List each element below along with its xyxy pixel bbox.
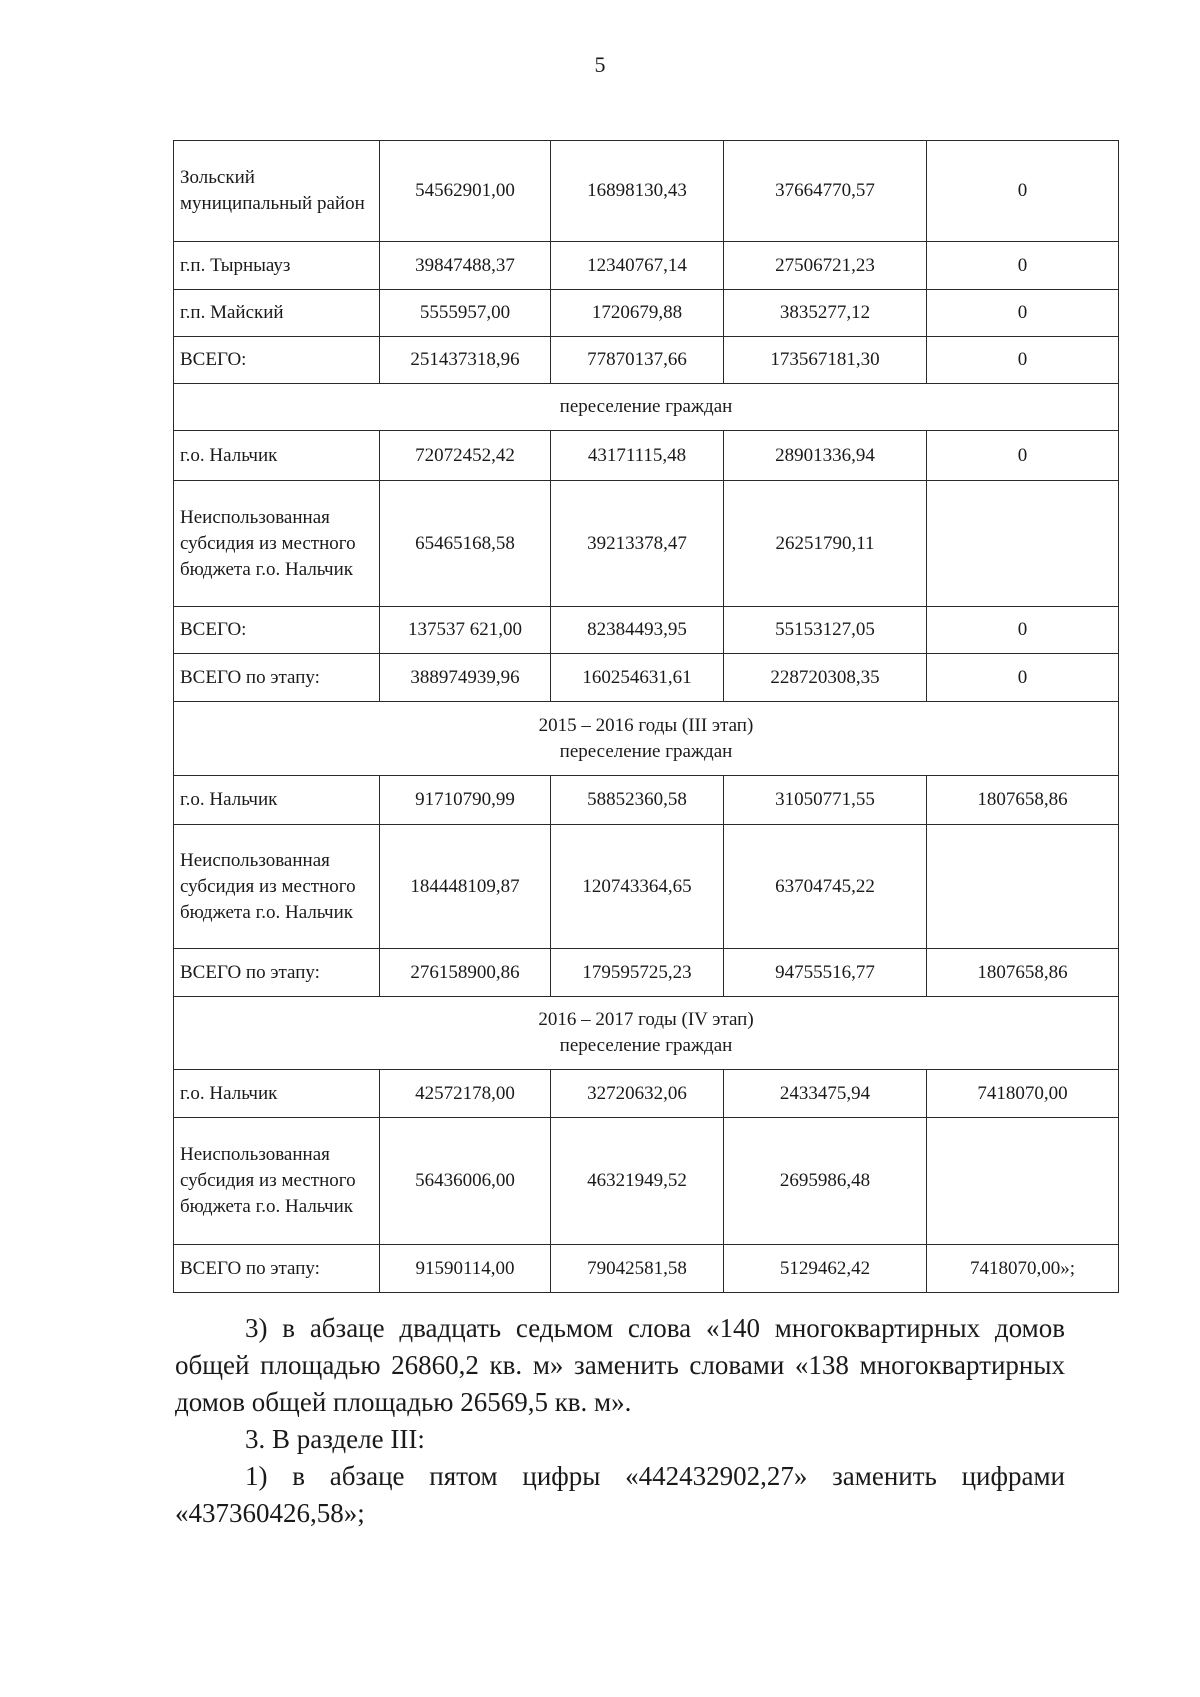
cell-local: 0 — [927, 431, 1119, 481]
cell-regional: 94755516,77 — [724, 949, 927, 997]
cell-regional: 55153127,05 — [724, 607, 927, 654]
cell-fund: 179595725,23 — [551, 949, 724, 997]
cell-fund: 77870137,66 — [551, 337, 724, 384]
cell-local: 0 — [927, 337, 1119, 384]
cell-name: г.о. Нальчик — [174, 776, 380, 825]
table-row — [174, 607, 1119, 654]
cell-name: Неиспользованная субсидия из местного бюджета г.о. Нальчик — [174, 1118, 380, 1245]
section-heading — [174, 702, 1119, 776]
cell-local — [927, 481, 1119, 607]
cell-regional: 5129462,42 — [724, 1245, 927, 1293]
cell-regional: 26251790,11 — [724, 481, 927, 607]
cell-name: г.о. Нальчик — [174, 431, 380, 481]
section-heading-line: 2016 – 2017 годы (IV этап) — [538, 1009, 754, 1030]
cell-local: 0 — [927, 290, 1119, 337]
cell-total: 91710790,99 — [380, 776, 551, 825]
cell-fund: 79042581,58 — [551, 1245, 724, 1293]
cell-local: 1807658,86 — [927, 949, 1119, 997]
cell-name: ВСЕГО: — [174, 337, 380, 384]
cell-total: 91590114,00 — [380, 1245, 551, 1293]
table-section-row — [174, 997, 1119, 1070]
cell-fund: 160254631,61 — [551, 654, 724, 702]
cell-total: 56436006,00 — [380, 1118, 551, 1245]
table-row — [174, 1245, 1119, 1293]
cell-local: 0 — [927, 242, 1119, 290]
table-section-row — [174, 702, 1119, 776]
cell-regional: 228720308,35 — [724, 654, 927, 702]
cell-local: 7418070,00 — [927, 1070, 1119, 1118]
table-row — [174, 825, 1119, 949]
cell-regional: 173567181,30 — [724, 337, 927, 384]
cell-total: 5555957,00 — [380, 290, 551, 337]
budget-table — [173, 140, 1119, 1293]
cell-fund: 12340767,14 — [551, 242, 724, 290]
cell-fund: 82384493,95 — [551, 607, 724, 654]
cell-fund: 16898130,43 — [551, 141, 724, 242]
table-row — [174, 141, 1119, 242]
cell-total: 72072452,42 — [380, 431, 551, 481]
cell-regional: 3835277,12 — [724, 290, 927, 337]
table-row — [174, 290, 1119, 337]
section-heading — [174, 384, 1119, 431]
table-row — [174, 1070, 1119, 1118]
cell-regional: 2433475,94 — [724, 1070, 927, 1118]
cell-regional: 37664770,57 — [724, 141, 927, 242]
page-number: 5 — [594, 52, 606, 77]
cell-name: г.о. Нальчик — [174, 1070, 380, 1118]
cell-regional: 63704745,22 — [724, 825, 927, 949]
cell-fund: 46321949,52 — [551, 1118, 724, 1245]
paragraph-amendment-1: 1) в абзаце пятом цифры «442432902,27» заменить цифрами «437360426,58»; — [175, 1461, 1065, 1528]
table-row — [174, 431, 1119, 481]
table-section-row — [174, 384, 1119, 431]
table-row — [174, 949, 1119, 997]
table-row — [174, 654, 1119, 702]
budget-table-body — [174, 141, 1119, 1293]
cell-total: 42572178,00 — [380, 1070, 551, 1118]
table-row — [174, 242, 1119, 290]
cell-fund: 32720632,06 — [551, 1070, 724, 1118]
section-heading-line: переселение граждан — [559, 740, 733, 762]
cell-name: ВСЕГО по этапу: — [174, 654, 380, 702]
cell-name: Зольский муниципальный район — [174, 141, 380, 242]
cell-name: г.п. Майский — [174, 290, 380, 337]
paragraph-amendment-3: 3) в абзаце двадцать седьмом слова «140 многоквартирных домов общей площадью 26860,2 кв. м» заменить словами «138 многоквартирных домов общей площадью 26569,5 кв. м». — [175, 1313, 1065, 1417]
section-heading-line: переселение граждан — [559, 396, 733, 417]
cell-total: 39847488,37 — [380, 242, 551, 290]
cell-total: 54562901,00 — [380, 141, 551, 242]
cell-name: ВСЕГО по этапу: — [174, 949, 380, 997]
cell-name: Неиспользованная субсидия из местного бюджета г.о. Нальчик — [174, 481, 380, 607]
cell-local: 0 — [927, 607, 1119, 654]
document-body — [175, 1310, 1065, 1532]
paragraph-section-3: 3. В разделе III: — [245, 1424, 425, 1454]
cell-fund: 120743364,65 — [551, 825, 724, 949]
cell-local: 7418070,00»; — [927, 1245, 1119, 1293]
section-heading-line: 2015 – 2016 годы (III этап) — [538, 714, 754, 736]
cell-name: Неиспользованная субсидия из местного бюджета г.о. Нальчик — [174, 825, 380, 949]
cell-regional: 31050771,55 — [724, 776, 927, 825]
table-row — [174, 776, 1119, 825]
cell-fund: 39213378,47 — [551, 481, 724, 607]
cell-total: 65465168,58 — [380, 481, 551, 607]
cell-local — [927, 825, 1119, 949]
cell-local — [927, 1118, 1119, 1245]
cell-name: ВСЕГО по этапу: — [174, 1245, 380, 1293]
section-heading-line: переселение граждан — [559, 1035, 733, 1056]
cell-total: 251437318,96 — [380, 337, 551, 384]
cell-total: 388974939,96 — [380, 654, 551, 702]
cell-name: г.п. Тырныауз — [174, 242, 380, 290]
cell-fund: 43171115,48 — [551, 431, 724, 481]
cell-regional: 28901336,94 — [724, 431, 927, 481]
cell-name: ВСЕГО: — [174, 607, 380, 654]
cell-total: 276158900,86 — [380, 949, 551, 997]
cell-regional: 27506721,23 — [724, 242, 927, 290]
cell-total: 137537 621,00 — [380, 607, 551, 654]
cell-total: 184448109,87 — [380, 825, 551, 949]
cell-fund: 58852360,58 — [551, 776, 724, 825]
table-row — [174, 1118, 1119, 1245]
table-row — [174, 337, 1119, 384]
cell-fund: 1720679,88 — [551, 290, 724, 337]
table-row — [174, 481, 1119, 607]
section-heading — [174, 997, 1119, 1070]
cell-local: 0 — [927, 654, 1119, 702]
cell-regional: 2695986,48 — [724, 1118, 927, 1245]
cell-local: 1807658,86 — [927, 776, 1119, 825]
cell-local: 0 — [927, 141, 1119, 242]
